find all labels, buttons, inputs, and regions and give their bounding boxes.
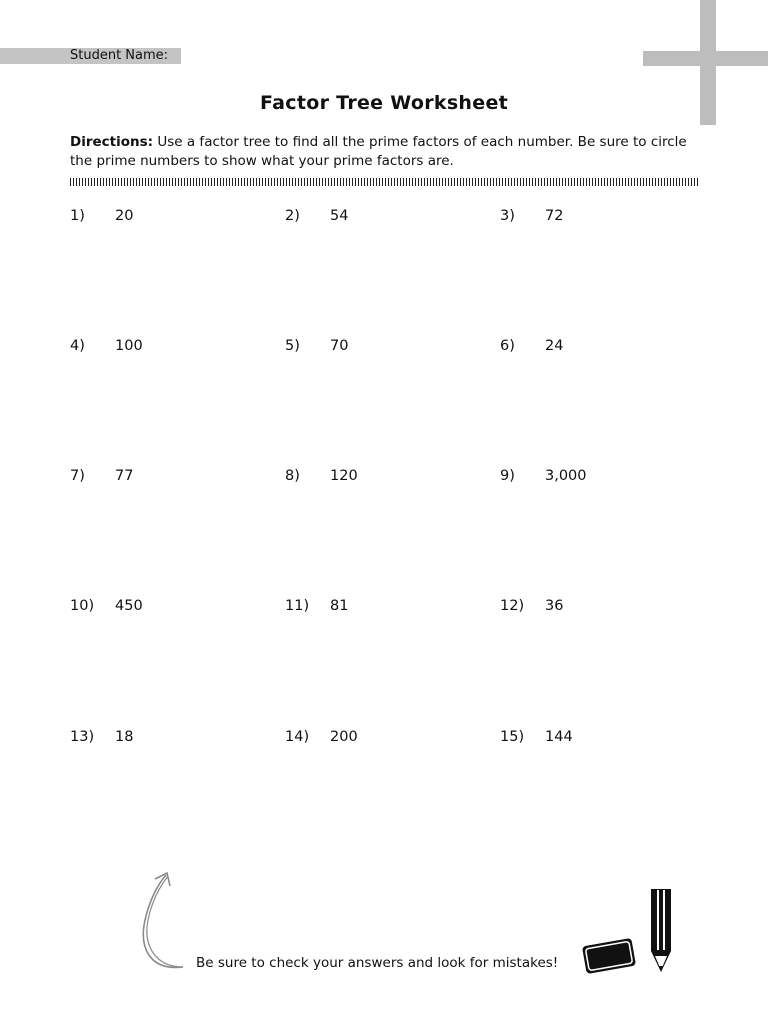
problem-value: 200 (330, 729, 358, 745)
directions (70, 133, 700, 171)
student-name-label: Student Name: (70, 48, 169, 63)
problem-value: 36 (545, 598, 564, 614)
problem-value: 20 (115, 208, 134, 224)
problem-number: 5) (285, 338, 300, 354)
problem-value: 54 (330, 208, 349, 224)
problem-number: 14) (285, 729, 310, 745)
problem-number: 10) (70, 598, 95, 614)
problem-number: 3) (500, 208, 515, 224)
problem-number: 4) (70, 338, 85, 354)
problem-number: 11) (285, 598, 310, 614)
problem-number: 15) (500, 729, 525, 745)
problem-value: 72 (545, 208, 564, 224)
problem-value: 77 (115, 468, 134, 484)
eraser-icon (578, 936, 640, 976)
curved-arrow-icon (135, 865, 185, 975)
problem-number: 12) (500, 598, 525, 614)
pencil-icon (646, 886, 676, 978)
problem-value: 70 (330, 338, 349, 354)
divider-rule (70, 178, 698, 186)
worksheet-title: Factor Tree Worksheet (259, 92, 509, 114)
problem-value: 24 (545, 338, 564, 354)
problem-number: 13) (70, 729, 95, 745)
problem-value: 18 (115, 729, 134, 745)
problem-value: 450 (115, 598, 143, 614)
plus-decoration-horizontal (643, 51, 768, 66)
problem-number: 2) (285, 208, 300, 224)
directions-label: Directions: (70, 134, 154, 150)
directions-text: Use a factor tree to find all the prime factors of each number. Be sure to circle the prime numbers to show what your prime factors are. (70, 134, 687, 169)
problem-value: 120 (330, 468, 358, 484)
footer-reminder: Be sure to check your answers and look for mistakes! (196, 955, 559, 971)
problem-value: 81 (330, 598, 349, 614)
problem-number: 6) (500, 338, 515, 354)
problem-number: 9) (500, 468, 515, 484)
problem-value: 3,000 (545, 468, 587, 484)
problem-value: 100 (115, 338, 143, 354)
problem-number: 1) (70, 208, 85, 224)
problem-number: 7) (70, 468, 85, 484)
problem-value: 144 (545, 729, 573, 745)
problem-number: 8) (285, 468, 300, 484)
